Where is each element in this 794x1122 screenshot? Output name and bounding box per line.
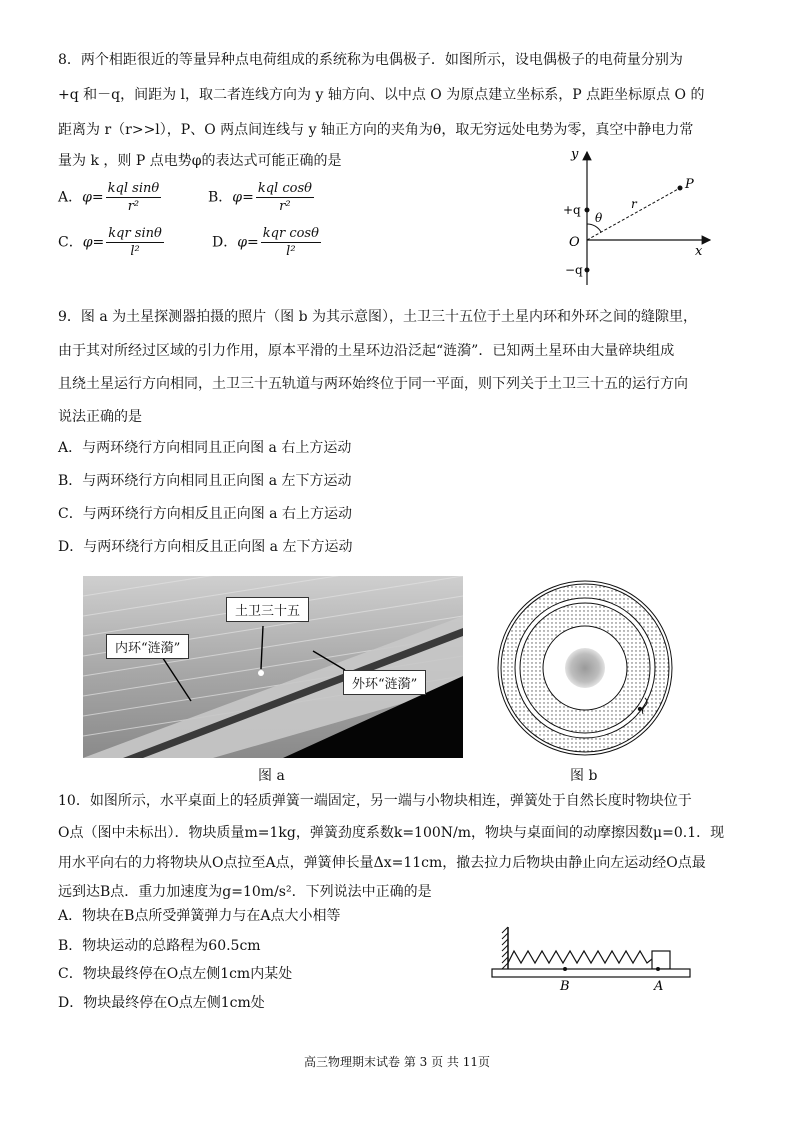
minus-charge (585, 268, 590, 273)
q9-line-2: 由于其对所经过区域的引力作用，原本平滑的土星环边沿泛起“涟漪”．已知两土星环由大量碎块组成 (58, 343, 675, 359)
numerator: kqr cosθ (262, 226, 319, 241)
q8-line-1: 8．两个相距很近的等量异种点电荷组成的系统称为电偶极子．如图所示，设电偶极子的电荷量分别为 (58, 52, 683, 68)
q8-line-4: 量为 k ，则 P 点电势φ的表达式可能正确的是 (58, 153, 342, 169)
moon-label: 土卫三十五 (226, 597, 309, 622)
point-b (563, 967, 567, 971)
page-footer: 高三物理期末试卷 第 3 页 共 11页 (304, 1055, 490, 1069)
q9-option-c: C．与两环绕行方向相反且正向图 a 右上方运动 (58, 506, 352, 522)
option-lhs: φ= (82, 234, 105, 251)
q10-line-3: 用水平向右的力将物块从O点拉至A点，弹簧伸长量Δx=11cm，撤去拉力后物块由静止向左运动经O点最 (58, 855, 706, 871)
option-label: B． (208, 189, 233, 206)
q8-option-d (212, 225, 323, 260)
denominator: r² (279, 199, 291, 214)
q8-option-a (58, 180, 163, 215)
fraction (106, 225, 164, 260)
q9-option-b: B．与两环绕行方向相同且正向图 a 左下方运动 (58, 473, 352, 489)
option-label: A． (58, 189, 83, 206)
r-label: r (631, 197, 637, 211)
q9-line-3: 且绕土星运行方向相同，土卫三十五轨道与两环始终位于同一平面，则下列关于土卫三十五的运行方向 (58, 376, 688, 392)
option-lhs: φ= (82, 189, 104, 206)
dipole-diagram (555, 140, 725, 290)
fig-b-caption: 图 b (570, 768, 598, 784)
ring-schematic (495, 578, 675, 758)
numerator: kql sinθ (107, 181, 160, 196)
plus-charge (585, 208, 590, 213)
y-label: y (571, 147, 579, 162)
moon-dot (638, 707, 642, 711)
fig-a-caption: 图 a (258, 768, 285, 784)
q10-option-a: A．物块在B点所受弹簧弹力与在A点大小相等 (58, 908, 341, 924)
minus-q-label: −q (565, 263, 583, 277)
outer-ripple-label: 外环“涟漪” (343, 670, 426, 695)
option-lhs: φ= (232, 189, 254, 206)
p-label: P (685, 177, 694, 192)
option-label: D． (212, 234, 238, 251)
q9-line-1: 9．图 a 为土星探测器拍摄的照片（图 b 为其示意图），土卫三十五位于土星内环和外环之间的缝隙里， (58, 309, 698, 325)
plus-q-label: +q (563, 203, 581, 217)
fraction (256, 180, 314, 215)
option-lhs: φ= (237, 234, 259, 251)
option-label: C． (58, 234, 83, 251)
point-p (678, 186, 683, 191)
spring (508, 951, 652, 963)
q10-line-1: 10．如图所示，水平桌面上的轻质弹簧一端固定，另一端与小物块相连，弹簧处于自然长度时物块位于 (58, 793, 692, 809)
b-label: B (560, 979, 570, 994)
numerator: kql cosθ (257, 181, 312, 196)
q8-line-3: 距离为 r（r>>l），P、O 两点间连线与 y 轴正方向的夹角为θ，取无穷远处电势为零，真空中静电力常 (58, 122, 694, 138)
denominator: l² (130, 244, 140, 259)
moon-daphnis (258, 670, 264, 676)
q10-line-4: 远到达B点．重力加速度为g=10m/s²．下列说法中正确的是 (58, 884, 432, 900)
table-surface (492, 969, 690, 977)
theta-label: θ (595, 211, 603, 225)
saturn-planet (565, 648, 605, 688)
denominator: r² (127, 199, 140, 214)
q9-option-a: A．与两环绕行方向相同且正向图 a 右上方运动 (58, 440, 352, 456)
inner-ripple-label: 内环“涟漪” (106, 634, 189, 659)
q10-line-2: O点（图中未标出）．物块质量m=1kg，弹簧劲度系数k=100N/m，物块与桌面间的动摩擦因数μ=0.1．现 (58, 825, 725, 841)
block (652, 951, 670, 969)
q10-option-b: B．物块运动的总路程为60.5cm (58, 938, 261, 954)
q10-option-d: D．物块最终停在O点左侧1cm处 (58, 995, 265, 1011)
spring-diagram (488, 925, 698, 995)
wall-hatch (502, 927, 508, 969)
denominator: l² (286, 244, 296, 259)
q8-line-2: +q 和－q，间距为 l，取二者连线方向为 y 轴方向、以中点 O 为原点建立坐标系，P 点距坐标原点 O 的 (58, 87, 705, 103)
point-a (656, 967, 660, 971)
q10-option-c: C．物块最终停在O点左侧1cm内某处 (58, 966, 293, 982)
q9-line-4: 说法正确的是 (58, 409, 142, 425)
fraction (106, 180, 162, 215)
x-label: x (695, 244, 703, 259)
a-label: A (654, 979, 664, 994)
origin-label: O (569, 235, 580, 250)
q9-option-d: D．与两环绕行方向相反且正向图 a 左下方运动 (58, 539, 353, 555)
fraction (261, 225, 321, 260)
theta-arc (587, 224, 601, 232)
q8-option-c (58, 225, 166, 260)
numerator: kqr sinθ (108, 226, 162, 241)
q8-option-b (208, 180, 316, 215)
